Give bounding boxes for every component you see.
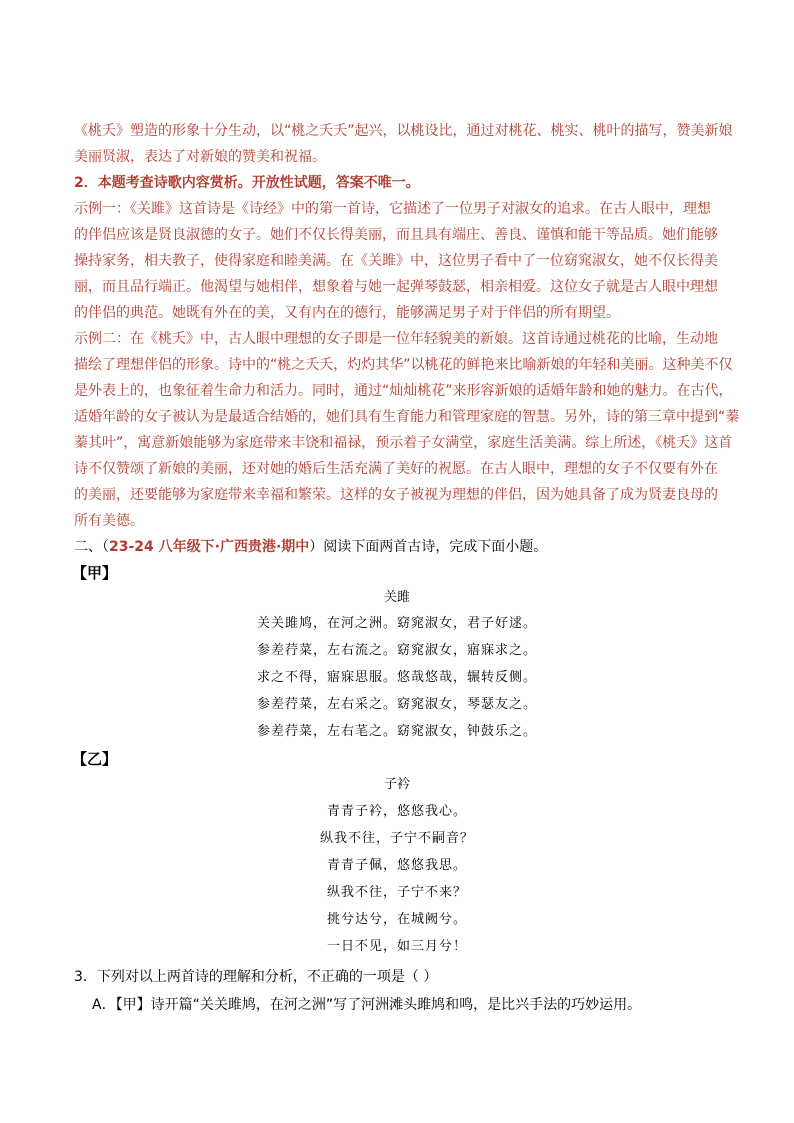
example1-line: 示例一：《关雎》这首诗是《诗经》中的第一首诗，它描述了一位男子对淑女的追求。在古人眼中，理想 xyxy=(74,201,711,217)
poem-yi-line: 青青子衿，悠悠我心。 xyxy=(326,804,467,819)
section2-source: 23-24 八年级下·广西贵港·期中 xyxy=(109,539,310,555)
section2-prefix: 二、（ xyxy=(74,539,109,555)
example1-line: 的伴侣应该是贤良淑德的女子。她们不仅长得美丽，而且具有端庄、善良、谨慎和能干等品质。她们能够 xyxy=(74,227,718,243)
analysis-line: 《桃夭》塑造的形象十分生动，以“桃之夭夭”起兴，以桃设比，通过对桃花、桃实、桃叶的描写，赞美新娘 xyxy=(74,123,733,139)
poem-yi-line: 纵我不往，子宁不来？ xyxy=(326,885,467,900)
poem-yi-line: 一日不见，如三月兮！ xyxy=(326,939,467,954)
poem-yi-line: 纵我不往，子宁不嗣音？ xyxy=(319,831,474,846)
section2-suffix: ）阅读下面两首古诗，完成下面小题。 xyxy=(309,539,548,555)
poem-yi-label: 【乙】 xyxy=(72,750,118,768)
poem-jia-label: 【甲】 xyxy=(72,564,118,582)
example1-line: 操持家务，相夫教子，使得家庭和睦美满。在《关雎》中，这位男子看中了一位窈窕淑女，她不仅长得美 xyxy=(74,253,718,269)
example1-line: 丽，而且品行端正。他渴望与她相伴，想象着与她一起弹琴鼓瑟，相亲相爱。这位女子就是古人眼中理想 xyxy=(74,279,718,295)
example2-line: 示例二：在《桃夭》中，古人眼中理想的女子即是一位年轻貌美的新娘。这首诗通过桃花的比喻，生动地 xyxy=(74,331,718,347)
example1-line: 的伴侣的典范。她既有外在的美，又有内在的德行，能够满足男子对于伴侣的所有期望。 xyxy=(74,305,620,321)
poem-jia-title: 关雎 xyxy=(383,590,410,605)
example2-line: 诗不仅赞颂了新娘的美丽，还对她的婚后生活充满了美好的祝愿。在古人眼中，理想的女子不仅要有外在 xyxy=(74,461,718,477)
example2-line: 描绘了理想伴侣的形象。诗中的“桃之夭夭，灼灼其华”以桃花的鲜艳来比喻新娘的年轻和美丽。这种美不仅 xyxy=(74,357,733,373)
poem-yi-line: 青青子佩，悠悠我思。 xyxy=(326,858,467,873)
poem-jia-line: 求之不得，寤寐思服。悠哉悠哉，辗转反侧。 xyxy=(256,670,537,685)
example2-line: 是外表上的，也象征着生命力和活力。同时，通过“灿灿桃花”来形容新娘的适婚年龄和她的魅力。在古代， xyxy=(74,383,733,399)
poem-jia-line: 关关雎鸠，在河之洲。窈窕淑女，君子好逑。 xyxy=(256,616,537,631)
example2-line: 适婚年龄的女子被认为是最适合结婚的，她们具有生育能力和管理家庭的智慧。另外，诗的第三章中提到“蓁 xyxy=(74,409,740,425)
question3-option-a: A．【甲】诗开篇“关关雎鸠，在河之洲”写了河洲滩头雎鸠和鸣，是比兴手法的巧妙运用。 xyxy=(92,997,642,1013)
poem-yi-title: 子衿 xyxy=(383,777,410,792)
poem-yi-line: 挑兮达兮，在城阙兮。 xyxy=(326,912,467,927)
poem-jia-line: 参差荇菜，左右流之。窈窕淑女，寤寐求之。 xyxy=(256,643,537,658)
analysis-line: 美丽贤淑，表达了对新娘的赞美和祝福。 xyxy=(74,149,326,165)
poem-jia-line: 参差荇菜，左右采之。窈窕淑女，琴瑟友之。 xyxy=(256,697,537,712)
example2-line: 的美丽，还要能够为家庭带来幸福和繁荣。这样的女子被视为理想的伴侣，因为她具备了成为贤妻良母的 xyxy=(74,487,718,503)
section2-header xyxy=(74,534,734,560)
q2-answer-label: 2．本题考查诗歌内容赏析。开放性试题，答案不唯一。 xyxy=(74,175,420,191)
question3-stem: 3．下列对以上两首诗的理解和分析，不正确的一项是（ ） xyxy=(74,969,438,985)
example2-line: 所有美德。 xyxy=(74,513,144,529)
poem-jia-line: 参差荇菜，左右芼之。窈窕淑女，钟鼓乐之。 xyxy=(256,724,537,739)
example2-line: 蓁其叶”，寓意新娘能够为家庭带来丰饶和福禄，预示着子女满堂，家庭生活美满。综上所述，《桃夭》这首 xyxy=(74,435,733,451)
